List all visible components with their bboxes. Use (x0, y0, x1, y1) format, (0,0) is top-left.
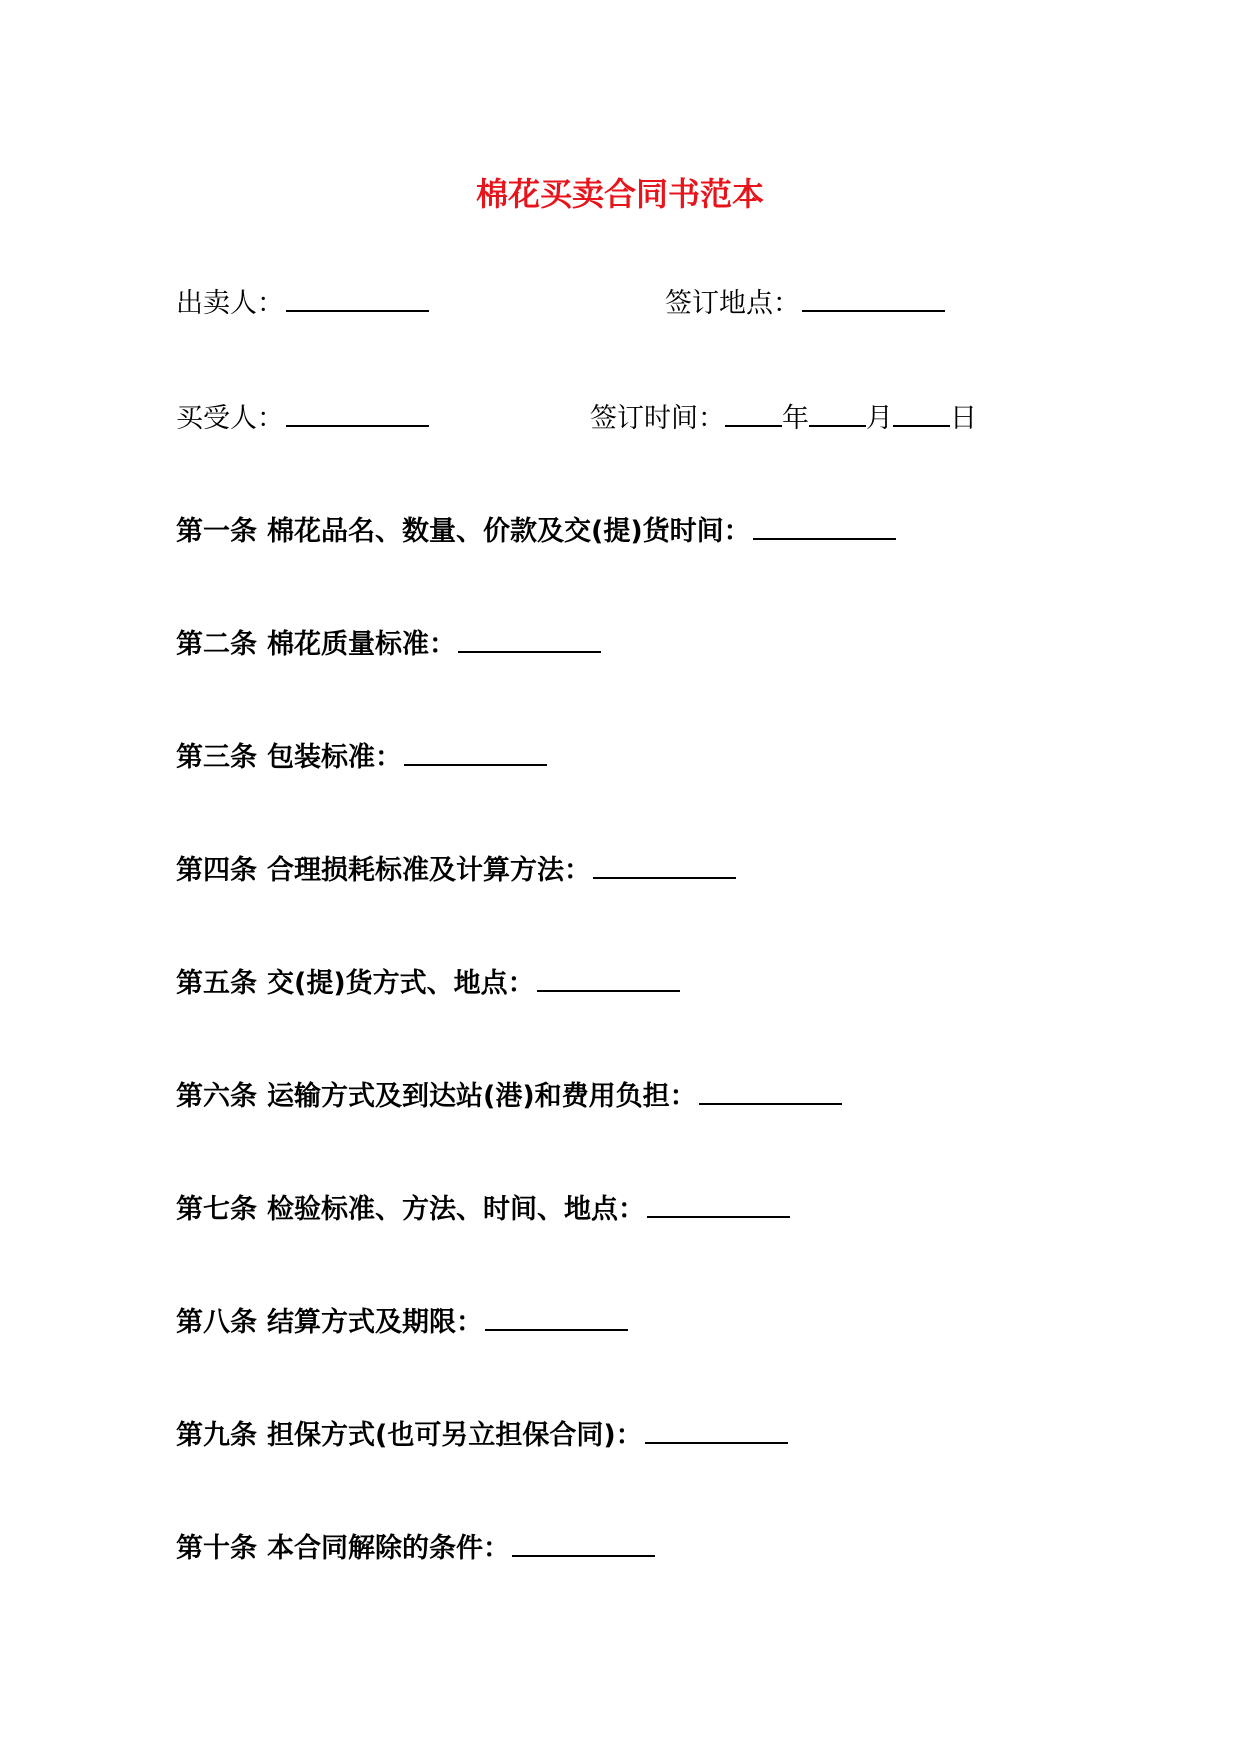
article-blank[interactable] (647, 1188, 790, 1218)
article-blank[interactable] (485, 1301, 628, 1331)
article-blank[interactable] (458, 623, 601, 653)
article-number: 第七条 (176, 1194, 257, 1225)
article-5 (176, 962, 680, 1004)
article-7 (176, 1188, 790, 1230)
article-number: 第一条 (176, 516, 257, 547)
buyer-blank[interactable] (286, 397, 429, 427)
signing-place-label: 签订地点： (665, 288, 800, 319)
month-unit: 月 (866, 403, 893, 434)
article-text: 结算方式及期限： (267, 1307, 483, 1338)
buyer-label: 买受人： (176, 403, 284, 434)
article-number: 第九条 (176, 1420, 257, 1451)
article-text: 合理损耗标准及计算方法： (267, 855, 591, 886)
article-number: 第八条 (176, 1307, 257, 1338)
seller-field (176, 282, 429, 324)
article-blank[interactable] (645, 1414, 788, 1444)
day-unit: 日 (950, 403, 977, 434)
article-text: 交(提)货方式、地点： (267, 968, 535, 999)
article-blank[interactable] (512, 1527, 655, 1557)
seller-blank[interactable] (286, 282, 429, 312)
article-number: 第三条 (176, 742, 257, 773)
article-2 (176, 623, 601, 665)
buyer-field (176, 397, 429, 439)
article-text: 运输方式及到达站(港)和费用负担： (267, 1081, 697, 1112)
article-9 (176, 1414, 788, 1456)
article-blank[interactable] (699, 1075, 842, 1105)
article-text: 担保方式(也可另立担保合同)： (267, 1420, 643, 1451)
article-blank[interactable] (404, 736, 547, 766)
page-title: 棉花买卖合同书范本 (475, 175, 764, 213)
article-text: 棉花质量标准： (267, 629, 456, 660)
article-number: 第六条 (176, 1081, 257, 1112)
article-10 (176, 1527, 655, 1569)
article-1 (176, 510, 896, 552)
article-text: 包装标准： (267, 742, 402, 773)
article-blank[interactable] (753, 510, 896, 540)
article-6 (176, 1075, 842, 1117)
article-blank[interactable] (593, 849, 736, 879)
article-3 (176, 736, 547, 778)
article-8 (176, 1301, 628, 1343)
year-blank[interactable] (725, 397, 782, 427)
article-number: 第四条 (176, 855, 257, 886)
year-unit: 年 (782, 403, 809, 434)
article-blank[interactable] (537, 962, 680, 992)
month-blank[interactable] (809, 397, 866, 427)
day-blank[interactable] (893, 397, 950, 427)
article-4 (176, 849, 736, 891)
article-text: 检验标准、方法、时间、地点： (267, 1194, 645, 1225)
signing-place-field (665, 282, 945, 324)
signing-place-blank[interactable] (802, 282, 945, 312)
signing-time-label: 签订时间： (590, 403, 725, 434)
article-text: 棉花品名、数量、价款及交(提)货时间： (267, 516, 751, 547)
article-text: 本合同解除的条件： (267, 1533, 510, 1564)
article-number: 第五条 (176, 968, 257, 999)
article-number: 第十条 (176, 1533, 257, 1564)
signing-time-field (590, 397, 977, 439)
article-number: 第二条 (176, 629, 257, 660)
seller-label: 出卖人： (176, 288, 284, 319)
